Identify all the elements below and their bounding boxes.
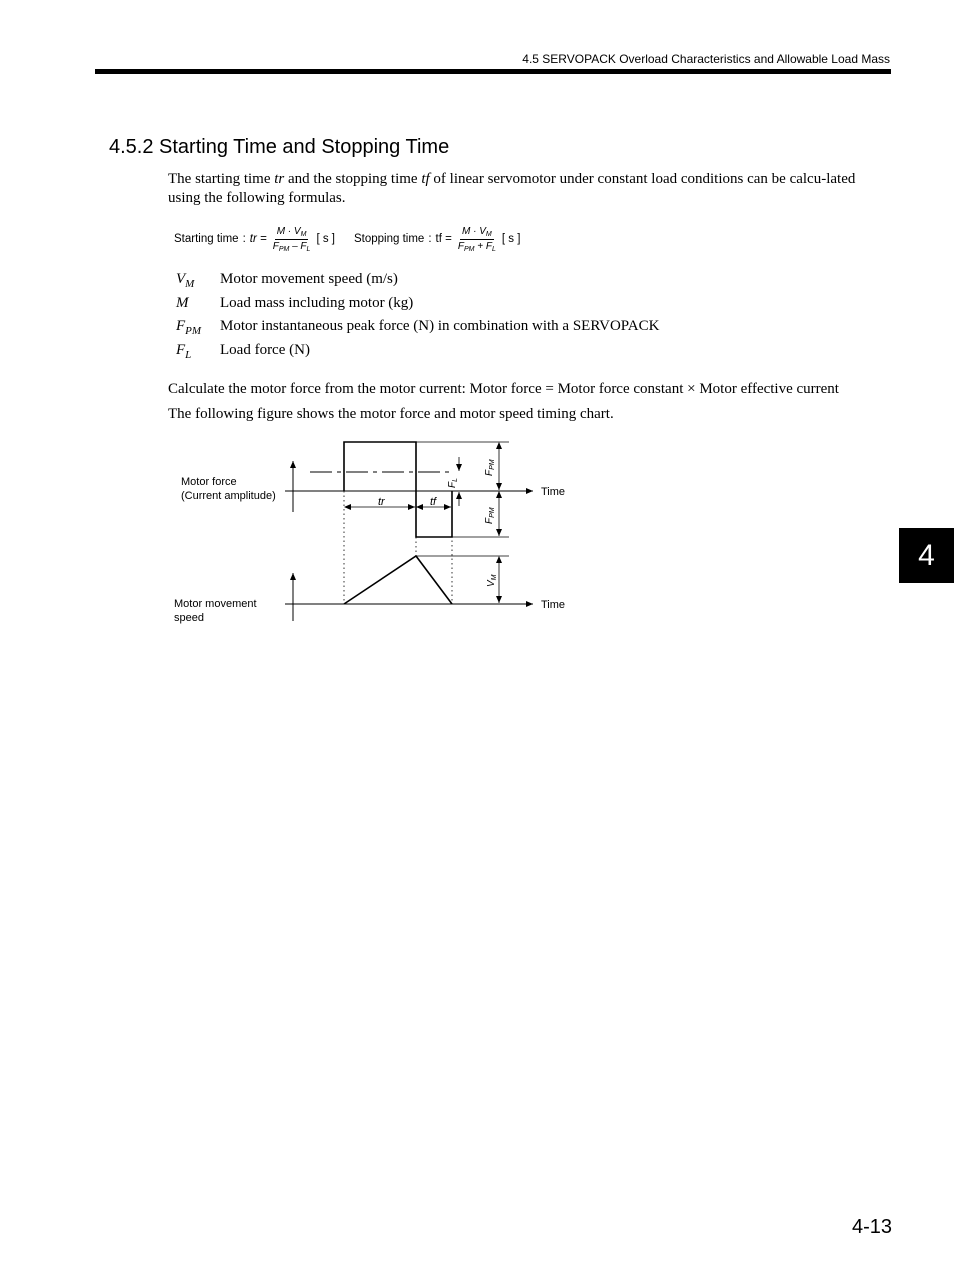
force-label-2: (Current amplitude) [181,490,276,502]
tf-label: tf [430,496,437,508]
starting-time-variable: tr = [249,233,267,245]
starting-numerator: M · V [276,225,301,237]
page-number: 4-13 [852,1216,893,1238]
stopping-time-fraction: $\frac{M \cdot V_M}{F_{PM} + F_L}$ [457,225,496,253]
stopping-time-unit: [ s ] [501,233,521,245]
figure-intro: The following figure shows the motor force and motor speed timing chart. [168,406,614,422]
chapter-tab: 4 [899,528,954,583]
time-label-top: Time [541,486,566,498]
fl-label: $F_L$ [447,477,459,488]
starting-time-separator: : [242,233,246,245]
force-waveform [344,442,452,537]
time-label-bottom: Time [541,599,566,611]
section-title: 4.5.2 Starting Time and Stopping Time [109,136,450,158]
intro-text-2: and the stopping time [284,171,422,187]
stopping-numerator: M · V [461,225,486,237]
tr-label: tr [378,496,385,508]
fpm-top-label: $F_{PM}$ [484,459,496,476]
motor-force-calculation: Calculate the motor force from the motor current: Motor force = Motor force constant × Motor effective current [168,381,839,397]
intro-tr: tr [274,171,285,187]
speed-label-1: Motor movement [174,598,257,610]
vm-label: $V_M$ [486,574,498,587]
stopping-time-label: Stopping time [354,233,425,245]
force-label-1: Motor force [181,476,237,488]
intro-text-3: of linear servomotor under constant load conditions can be calcu-lated using the following formulas. [168,171,856,206]
starting-time-unit: [ s ] [316,233,335,245]
intro-text-1: The starting time [168,171,275,187]
stopping-time-separator: : [428,233,432,245]
stopping-time-variable: tf = [435,233,452,245]
fpm-bottom-label: $F_{PM}$ [484,507,496,524]
starting-time-fraction: $\frac{M \cdot V_M}{F_{PM} - F_L}$ [272,225,311,253]
running-header: 4.5 SERVOPACK Overload Characteristics and Allowable Load Mass [522,52,890,66]
intro-tf: tf [421,171,430,187]
speed-waveform [344,556,452,604]
starting-time-label: Starting time [174,233,239,245]
speed-label-2: speed [174,612,204,624]
